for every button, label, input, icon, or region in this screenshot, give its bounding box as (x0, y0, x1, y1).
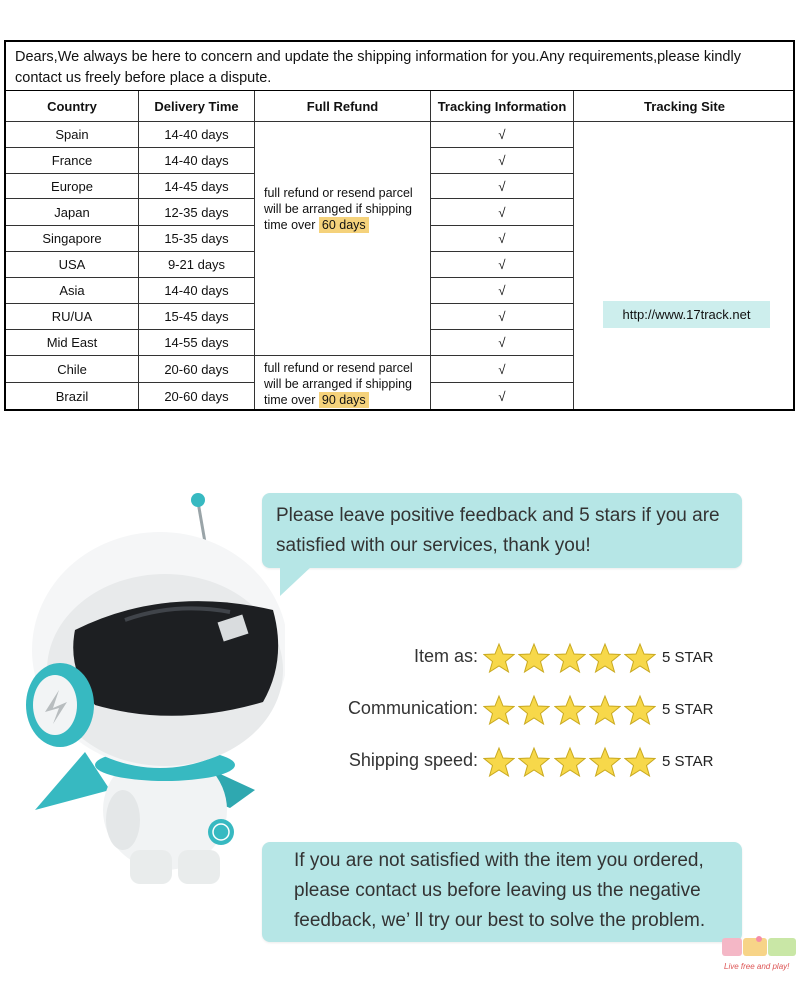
rating-shipping-speed (300, 744, 740, 780)
rating-communication (300, 692, 740, 728)
header-tracking-site: Tracking Site (644, 98, 725, 114)
refund-days-highlight: 90 days (319, 392, 369, 408)
cell-delivery-time: 14-55 days (164, 335, 229, 350)
refund-line-prefix: time over (264, 393, 319, 407)
rating-value: 5 STAR (662, 753, 714, 770)
cell-country: Japan (54, 204, 90, 220)
shipping-grid (6, 91, 793, 409)
cell-tracking-check: √ (498, 361, 506, 377)
cell-tracking-check: √ (498, 178, 506, 194)
refund-line: will be arranged if shipping (264, 202, 413, 216)
cell-delivery-time: 15-45 days (164, 309, 229, 324)
star-icon (624, 746, 656, 778)
star-rating (483, 640, 659, 676)
refund-line-prefix: time over (264, 218, 319, 232)
star-icon (554, 746, 586, 778)
contact-line: please contact us before leaving us the negative (294, 880, 701, 901)
cell-country: Europe (51, 178, 93, 194)
brand-tagline: Live free and play! (724, 962, 790, 971)
header-country: Country (47, 98, 97, 114)
cell-tracking-check: √ (498, 153, 506, 168)
rating-item-as (300, 640, 740, 676)
rating-label: Item as: (413, 646, 478, 666)
cell-delivery-time: 12-35 days (164, 204, 229, 220)
shipping-table (4, 40, 795, 411)
col-divider (573, 91, 574, 409)
star-icon (518, 694, 550, 726)
header-delivery-time: Delivery Time (154, 98, 239, 114)
feedback-request-line: Please leave positive feedback and 5 stars if you are (276, 505, 720, 526)
cell-country: USA (58, 257, 86, 272)
refund-line (264, 392, 424, 408)
refund-policy-60 (264, 185, 424, 233)
cell-country: Spain (55, 127, 89, 142)
contact-line: If you are not satisfied with the item you ordered, (294, 850, 704, 871)
cell-delivery-time: 14-45 days (164, 178, 229, 194)
refund-days-highlight: 60 days (319, 217, 369, 233)
cell-country: Chile (57, 361, 87, 377)
header-full-refund: Full Refund (306, 98, 379, 114)
rating-label: Communication: (347, 698, 478, 718)
star-rating (483, 744, 659, 780)
cell-tracking-check: √ (498, 283, 506, 298)
cell-country: Asia (59, 283, 85, 298)
cell-country: Mid East (46, 335, 98, 350)
star-rating (483, 692, 659, 728)
star-icon (589, 694, 621, 726)
rating-label: Shipping speed: (348, 750, 478, 770)
cell-tracking-check: √ (498, 204, 506, 220)
cell-delivery-time: 9-21 days (167, 257, 226, 272)
cell-delivery-time: 20-60 days (164, 361, 229, 377)
cell-country: Brazil (55, 388, 89, 404)
cell-delivery-time: 14-40 days (164, 127, 229, 142)
star-icon (518, 642, 550, 674)
speech-bubble-tail (280, 566, 312, 596)
cell-country: Singapore (42, 231, 102, 246)
header-tracking-information: Tracking Information (437, 98, 567, 114)
col-divider (254, 91, 255, 409)
rating-value: 5 STAR (662, 649, 714, 666)
star-icon (518, 746, 550, 778)
contact-line: feedback, we’ ll try our best to solve the problem. (294, 910, 706, 931)
cell-tracking-check: √ (498, 335, 506, 350)
contact-us-bubble (262, 842, 742, 942)
feedback-request-bubble (262, 493, 742, 568)
refund-line (264, 217, 424, 233)
star-icon (483, 746, 515, 778)
refund-line: will be arranged if shipping (264, 377, 413, 391)
cell-tracking-check: √ (498, 231, 506, 246)
star-icon (589, 746, 621, 778)
star-icon (589, 642, 621, 674)
brand-logo-icon (722, 936, 796, 958)
star-icon (483, 694, 515, 726)
cell-tracking-check: √ (498, 127, 506, 142)
cell-country: France (51, 153, 93, 168)
star-icon (554, 694, 586, 726)
rating-value: 5 STAR (662, 701, 714, 718)
cell-tracking-check: √ (498, 309, 506, 324)
star-icon (554, 642, 586, 674)
refund-policy-90 (264, 360, 424, 408)
cell-delivery-time: 20-60 days (164, 388, 229, 404)
star-icon (483, 642, 515, 674)
feedback-request-line: satisfied with our services, thank you! (276, 535, 591, 556)
brand-watermark (722, 926, 798, 980)
refund-line: full refund or resend parcel (264, 186, 413, 200)
cell-tracking-check: √ (498, 257, 506, 272)
star-icon (624, 694, 656, 726)
cell-delivery-time: 15-35 days (164, 231, 229, 246)
cell-tracking-check: √ (498, 388, 506, 404)
tracking-site-link[interactable]: http://www.17track.net (603, 301, 770, 328)
star-icon (624, 642, 656, 674)
refund-line: full refund or resend parcel (264, 361, 413, 375)
cell-delivery-time: 14-40 days (164, 283, 229, 298)
robot-mascot-icon (15, 490, 285, 890)
cell-country: RU/UA (51, 309, 93, 324)
shipping-notice: Dears,We always be here to concern and update the shipping information for you.Any requirements,please kindly contact us freely before place a dispute. (6, 42, 793, 91)
cell-delivery-time: 14-40 days (164, 153, 229, 168)
